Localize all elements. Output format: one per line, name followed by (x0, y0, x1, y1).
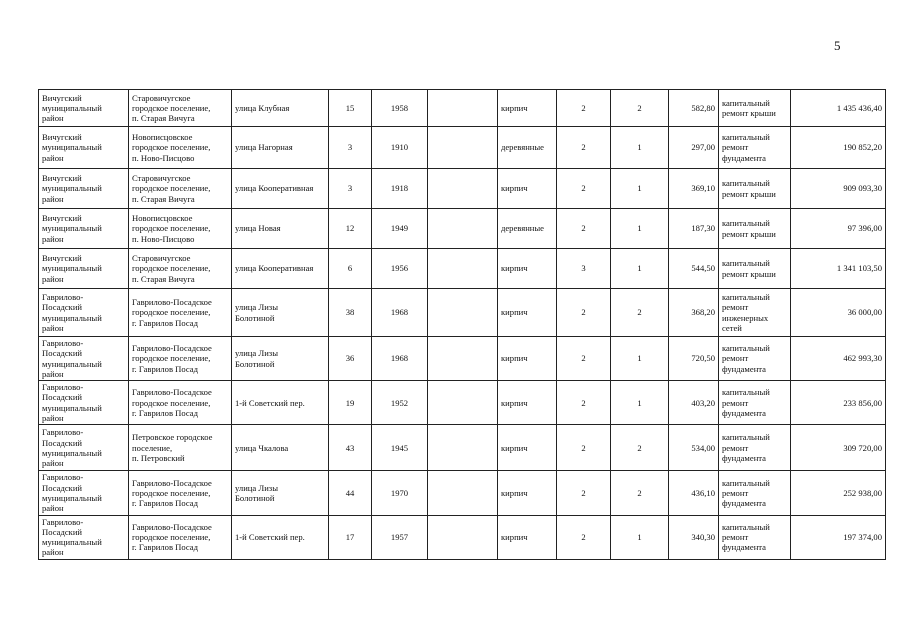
cell-year-built: 1970 (372, 471, 428, 515)
cell-floors: 2 (557, 209, 611, 249)
cell-repair-type: капитальный ремонт фундамента (719, 515, 791, 559)
housing-repair-table (38, 89, 886, 560)
cell-area: 368,20 (669, 289, 719, 337)
cell-district: Вичугский муниципальный район (39, 209, 129, 249)
cell-house-number: 44 (329, 471, 372, 515)
cell-area: 582,80 (669, 90, 719, 127)
cell-district: Вичугский муниципальный район (39, 249, 129, 289)
cell-wall-material: деревянные (498, 127, 557, 169)
table-row (39, 209, 886, 249)
table-row (39, 515, 886, 559)
cell-settlement: Гаврилово-Посадское городское поселение, г. Гаврилов Посад (129, 289, 232, 337)
cell-repair-type: капитальный ремонт фундамента (719, 337, 791, 381)
table-row (39, 425, 886, 471)
cell-empty (428, 289, 498, 337)
cell-empty (428, 515, 498, 559)
cell-street: улица Новая (232, 209, 329, 249)
cell-district: Гаврилово- Посадский муниципальный район (39, 471, 129, 515)
cell-repair-type: капитальный ремонт инженерных сетей (719, 289, 791, 337)
cell-street: улица Кооперативная (232, 169, 329, 209)
cell-house-number: 3 (329, 127, 372, 169)
cell-cost: 190 852,20 (791, 127, 886, 169)
cell-district: Вичугский муниципальный район (39, 169, 129, 209)
cell-house-number: 15 (329, 90, 372, 127)
cell-wall-material: кирпич (498, 515, 557, 559)
cell-repair-type: капитальный ремонт крыши (719, 169, 791, 209)
cell-floors: 2 (557, 127, 611, 169)
cell-year-built: 1945 (372, 425, 428, 471)
cell-cost: 909 093,30 (791, 169, 886, 209)
cell-entrances: 2 (611, 289, 669, 337)
table-row (39, 169, 886, 209)
cell-house-number: 12 (329, 209, 372, 249)
cell-entrances: 1 (611, 381, 669, 425)
cell-cost: 462 993,30 (791, 337, 886, 381)
cell-floors: 2 (557, 425, 611, 471)
cell-settlement: Петровское городское поселение, п. Петровский (129, 425, 232, 471)
cell-district: Вичугский муниципальный район (39, 127, 129, 169)
cell-cost: 197 374,00 (791, 515, 886, 559)
cell-street: улица Клубная (232, 90, 329, 127)
cell-house-number: 3 (329, 169, 372, 209)
cell-settlement: Гаврилово-Посадское городское поселение, г. Гаврилов Посад (129, 515, 232, 559)
cell-year-built: 1952 (372, 381, 428, 425)
cell-street: улица Лизы Болотиной (232, 289, 329, 337)
cell-district: Гаврилово- Посадский муниципальный район (39, 289, 129, 337)
cell-street: улица Кооперативная (232, 249, 329, 289)
cell-empty (428, 425, 498, 471)
table-row (39, 471, 886, 515)
cell-wall-material: кирпич (498, 90, 557, 127)
cell-entrances: 2 (611, 425, 669, 471)
cell-wall-material: кирпич (498, 337, 557, 381)
cell-floors: 2 (557, 515, 611, 559)
cell-floors: 2 (557, 471, 611, 515)
cell-house-number: 38 (329, 289, 372, 337)
cell-year-built: 1918 (372, 169, 428, 209)
cell-street: улица Лизы Болотиной (232, 471, 329, 515)
cell-cost: 36 000,00 (791, 289, 886, 337)
cell-entrances: 2 (611, 90, 669, 127)
cell-entrances: 1 (611, 209, 669, 249)
cell-settlement: Старовичугское городское поселение, п. Старая Вичуга (129, 90, 232, 127)
cell-entrances: 1 (611, 515, 669, 559)
cell-house-number: 6 (329, 249, 372, 289)
table-row (39, 90, 886, 127)
table-body (39, 90, 886, 560)
cell-settlement: Гаврилово-Посадское городское поселение, г. Гаврилов Посад (129, 337, 232, 381)
cell-area: 534,00 (669, 425, 719, 471)
cell-repair-type: капитальный ремонт крыши (719, 209, 791, 249)
cell-repair-type: капитальный ремонт фундамента (719, 381, 791, 425)
table-row (39, 337, 886, 381)
cell-entrances: 1 (611, 249, 669, 289)
cell-area: 544,50 (669, 249, 719, 289)
cell-floors: 2 (557, 337, 611, 381)
cell-entrances: 1 (611, 127, 669, 169)
cell-floors: 3 (557, 249, 611, 289)
cell-empty (428, 337, 498, 381)
cell-empty (428, 249, 498, 289)
cell-year-built: 1968 (372, 337, 428, 381)
cell-wall-material: кирпич (498, 471, 557, 515)
cell-cost: 233 856,00 (791, 381, 886, 425)
table-row (39, 381, 886, 425)
cell-cost: 97 396,00 (791, 209, 886, 249)
cell-empty (428, 209, 498, 249)
cell-settlement: Гаврилово-Посадское городское поселение, г. Гаврилов Посад (129, 381, 232, 425)
cell-repair-type: капитальный ремонт фундамента (719, 471, 791, 515)
cell-cost: 252 938,00 (791, 471, 886, 515)
cell-wall-material: кирпич (498, 249, 557, 289)
cell-settlement: Старовичугское городское поселение, п. Старая Вичуга (129, 249, 232, 289)
cell-cost: 309 720,00 (791, 425, 886, 471)
cell-street: улица Лизы Болотиной (232, 337, 329, 381)
cell-wall-material: кирпич (498, 169, 557, 209)
cell-house-number: 19 (329, 381, 372, 425)
cell-year-built: 1910 (372, 127, 428, 169)
cell-empty (428, 381, 498, 425)
cell-year-built: 1956 (372, 249, 428, 289)
cell-house-number: 17 (329, 515, 372, 559)
cell-cost: 1 435 436,40 (791, 90, 886, 127)
cell-settlement: Новописцовское городское поселение, п. Ново-Писцово (129, 209, 232, 249)
cell-repair-type: капитальный ремонт фундамента (719, 425, 791, 471)
cell-entrances: 2 (611, 471, 669, 515)
cell-area: 369,10 (669, 169, 719, 209)
cell-area: 436,10 (669, 471, 719, 515)
cell-entrances: 1 (611, 337, 669, 381)
cell-floors: 2 (557, 381, 611, 425)
cell-floors: 2 (557, 289, 611, 337)
cell-house-number: 43 (329, 425, 372, 471)
cell-district: Гаврилово- Посадский муниципальный район (39, 425, 129, 471)
cell-floors: 2 (557, 90, 611, 127)
cell-area: 403,20 (669, 381, 719, 425)
table-row (39, 289, 886, 337)
cell-floors: 2 (557, 169, 611, 209)
cell-wall-material: кирпич (498, 425, 557, 471)
cell-house-number: 36 (329, 337, 372, 381)
cell-settlement: Новописцовское городское поселение, п. Ново-Писцово (129, 127, 232, 169)
cell-entrances: 1 (611, 169, 669, 209)
cell-area: 720,50 (669, 337, 719, 381)
cell-area: 297,00 (669, 127, 719, 169)
cell-cost: 1 341 103,50 (791, 249, 886, 289)
cell-repair-type: капитальный ремонт фундамента (719, 127, 791, 169)
cell-street: улица Нагорная (232, 127, 329, 169)
table-row (39, 127, 886, 169)
cell-repair-type: капитальный ремонт крыши (719, 90, 791, 127)
cell-street: 1-й Советский пер. (232, 381, 329, 425)
cell-district: Гаврилово- Посадский муниципальный район (39, 381, 129, 425)
cell-wall-material: деревянные (498, 209, 557, 249)
cell-empty (428, 127, 498, 169)
cell-year-built: 1957 (372, 515, 428, 559)
cell-year-built: 1968 (372, 289, 428, 337)
cell-year-built: 1949 (372, 209, 428, 249)
table-row (39, 249, 886, 289)
cell-district: Гаврилово- Посадский муниципальный район (39, 515, 129, 559)
cell-area: 187,30 (669, 209, 719, 249)
page-number: 5 (834, 38, 841, 53)
cell-street: 1-й Советский пер. (232, 515, 329, 559)
cell-empty (428, 169, 498, 209)
cell-district: Гаврилово- Посадский муниципальный район (39, 337, 129, 381)
cell-street: улица Чкалова (232, 425, 329, 471)
cell-wall-material: кирпич (498, 381, 557, 425)
cell-area: 340,30 (669, 515, 719, 559)
cell-year-built: 1958 (372, 90, 428, 127)
cell-settlement: Старовичугское городское поселение, п. Старая Вичуга (129, 169, 232, 209)
cell-empty (428, 471, 498, 515)
cell-empty (428, 90, 498, 127)
cell-wall-material: кирпич (498, 289, 557, 337)
cell-settlement: Гаврилово-Посадское городское поселение, г. Гаврилов Посад (129, 471, 232, 515)
cell-district: Вичугский муниципальный район (39, 90, 129, 127)
cell-repair-type: капитальный ремонт крыши (719, 249, 791, 289)
